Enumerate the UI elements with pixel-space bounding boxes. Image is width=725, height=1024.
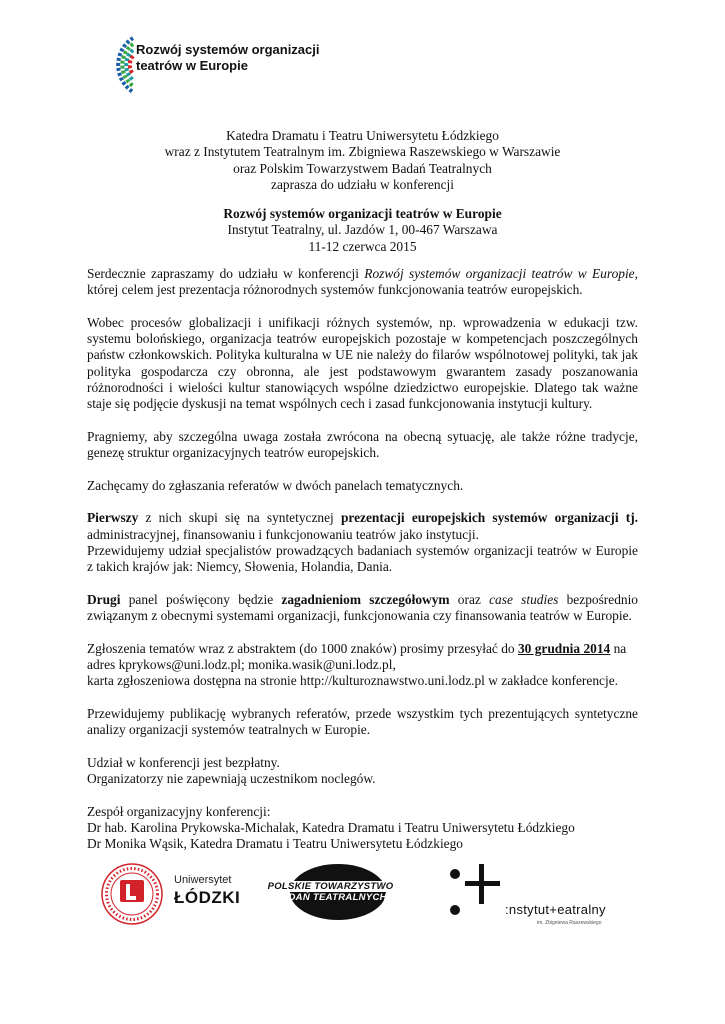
logo-line-2: teatrów w Europie xyxy=(136,58,248,73)
text: administracyjnej, finansowaniu i funkcjonowaniu teatrów jako instytucji. xyxy=(87,526,479,542)
header-line: Katedra Dramatu i Teatru Uniwersytetu Łódzkiego xyxy=(226,128,499,143)
paragraph-focus: Pragniemy, aby szczególna uwaga została zwrócona na obecną sytuację, ale także różne tradycje, genezę struktur organizacyjnych teatrów europejskich. xyxy=(87,428,638,461)
text: Udział w konferencji jest bezpłatny. xyxy=(87,754,280,770)
university-lodz-logo xyxy=(100,862,240,922)
conference-dates: 11-12 czerwca 2015 xyxy=(308,238,417,254)
logo-line-1: Rozwój systemów organizacji xyxy=(136,42,320,57)
text: prezentacji europejskich systemów organizacji tj. xyxy=(340,510,639,526)
header-line: wraz z Instytutem Teatralnym im. Zbigniewa Raszewskiego w Warszawie xyxy=(164,144,561,160)
text: Przewidujemy udział specjalistów prowadzących badaniach systemów organizacji teatrów w Europie z takich krajów jak: Niemcy, Słowenia, Holandia, Dania. xyxy=(87,543,638,575)
text: z nich skupi się na syntetycznej xyxy=(138,510,341,526)
text: Dr Monika Wąsik, Katedra Dramatu i Teatru Uniwersytetu Łódzkiego xyxy=(87,836,463,852)
invitation-header xyxy=(0,128,725,193)
paragraph-submission xyxy=(87,641,638,690)
header-line: oraz Polskim Towarzystwem Badań Teatralnych xyxy=(233,160,492,176)
conference-venue: Instytut Teatralny, ul. Jazdów 1, 00-467 Warszawa xyxy=(227,222,498,238)
instytut-mark-icon xyxy=(447,858,507,922)
text: Serdecznie zapraszamy do udziału w konferencji xyxy=(87,266,365,281)
ptbt-logo xyxy=(258,858,403,922)
text: Zgłoszenia tematów wraz z abstraktem (do 1000 znaków) prosimy przesyłać do xyxy=(87,640,518,656)
invitation-body xyxy=(87,266,638,869)
text: Organizatorzy nie zapewniają uczestnikom noclegów. xyxy=(87,771,376,787)
deadline-date: 30 grudnia 2014 xyxy=(517,640,611,656)
partner-logos xyxy=(0,852,725,932)
conference-title-block xyxy=(0,206,725,255)
conference-title: Rozwój systemów organizacji teatrów w Europie xyxy=(223,206,502,221)
text: zagadnieniom szczegółowym xyxy=(281,591,450,607)
text: Dr hab. Karolina Prykowska-Michalak, Katedra Dramatu i Teatru Uniwersytetu Łódzkiego xyxy=(87,820,575,836)
paragraph-publication: Przewidujemy publikację wybranych referatów, przede wszystkim tych prezentujących syntetyczne analizy organizacji systemów teatralnych w Europie. xyxy=(87,706,638,738)
text: Pierwszy xyxy=(87,510,139,526)
ptbt-line-1: POLSKIE TOWARZYSTWO xyxy=(267,881,394,892)
form-link-text: karta zgłoszeniowa dostępna na stronie http://kulturoznawstwo.uni.lodz.pl w zakładce konferencje. xyxy=(87,673,618,689)
paragraph-panel-one xyxy=(87,510,638,575)
text: na xyxy=(610,640,627,656)
ptbt-line-2: BADAŃ TEATRALNYCH xyxy=(274,892,387,903)
instytut-subtitle: im. Zbigniewa Raszewskiego xyxy=(537,920,602,926)
paragraph-panel-two xyxy=(87,592,638,625)
text: panel poświęcony będzie xyxy=(120,591,282,607)
paragraph-context: Wobec procesów globalizacji i unifikacji różnych systemów, np. wprowadzenia w edukacji tzw. systemu bolońskiego, organizacja teatrów europejskich pozostaje w kompetencjach poszczególnych państw członkowskich. Polityka kulturalna w UE nie należy do filarów wspólnotowej polityki, tak jak polityka gospodarcza czy obronna, ale jest podstawowym gwarantem zasady poszanowania różnorodności i wielości kultur stanowiących wspólne dziedzictwo europejskie. Dlatego tak ważne staje się podjęcie dyskusji na temat wspólnych cech i zasad funkcjonowania instytucji kultury. xyxy=(87,314,638,412)
paragraph-intro xyxy=(87,266,638,299)
conference-logo-text xyxy=(136,42,320,74)
contact-emails: adres kprykows@uni.lodz.pl; monika.wasik@uni.lodz.pl, xyxy=(87,657,396,673)
conference-logo xyxy=(85,30,325,100)
text: case studies xyxy=(489,591,559,607)
header-line: zaprasza do udziału w konferencji xyxy=(271,176,454,192)
text: oraz xyxy=(449,591,490,607)
university-name-line-2: ŁÓDZKI xyxy=(174,888,241,907)
text: , której celem jest prezentacja różnorodnych systemów funkcjonowania teatrów europejskich. xyxy=(87,266,638,298)
paragraph-organizers xyxy=(87,804,638,853)
university-name-line-1: Uniwersytet xyxy=(174,874,232,886)
text: Drugi xyxy=(87,591,121,607)
instytut-teatralny-logo xyxy=(447,854,627,926)
text: Zespół organizacyjny konferencji: xyxy=(87,803,271,819)
paragraph-participation xyxy=(87,755,638,788)
instytut-name: :nstytut+eatralny xyxy=(505,902,606,917)
paragraph-panels: Zachęcamy do zgłaszania referatów w dwóch panelach tematycznych. xyxy=(87,477,464,493)
conference-title-italic: Rozwój systemów organizacji teatrów w Europie xyxy=(364,266,635,281)
university-seal-icon xyxy=(100,862,170,926)
ptbt-name xyxy=(258,881,403,903)
text: bezpośrednio związanym z obecnymi systemami organizacji, funkcjonowania czy finansowania teatrów w Europie. xyxy=(87,591,639,624)
